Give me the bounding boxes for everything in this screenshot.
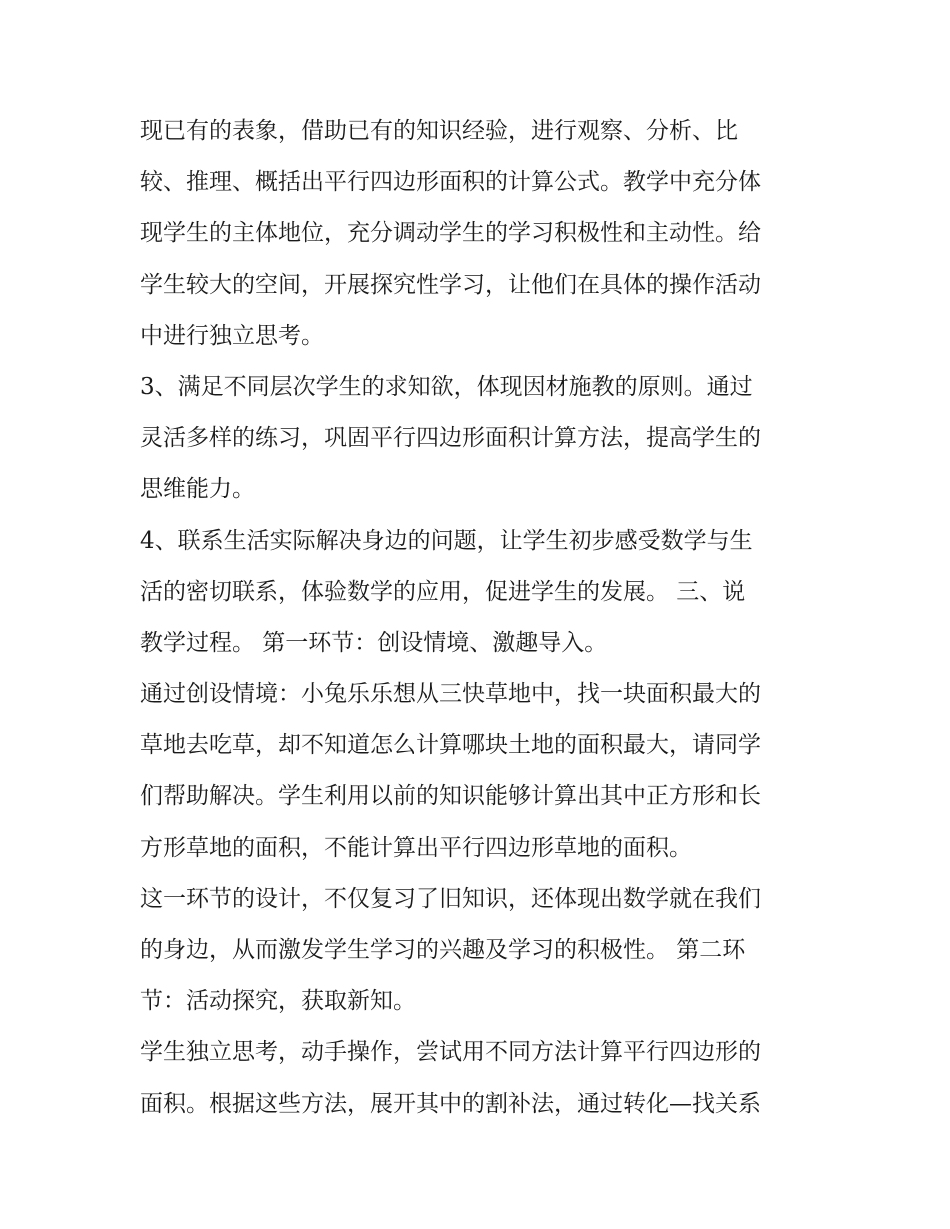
text-line: 较、推理、概括出平行四边形面积的计算公式。教学中充分体 bbox=[140, 169, 761, 196]
document-body bbox=[140, 106, 820, 1130]
text-line: 现学生的主体地位，充分调动学生的学习积极性和主动性。给 bbox=[140, 220, 761, 247]
text-line: 通过创设情境：小兔乐乐想从三快草地中，找一块面积最大的 bbox=[140, 681, 761, 708]
text-line: 草地去吃草，却不知道怎么计算哪块土地的面积最大，请同学 bbox=[140, 732, 761, 759]
text-line: 灵活多样的练习，巩固平行四边形面积计算方法，提高学生的 bbox=[140, 425, 761, 452]
text-line: 现已有的表象，借助已有的知识经验，进行观察、分析、比 bbox=[140, 118, 738, 144]
text-line: 4、联系生活实际解决身边的问题，让学生初步感受数学与生 bbox=[140, 527, 753, 554]
text-line: 学生较大的空间，开展探究性学习，让他们在具体的操作活动 bbox=[140, 271, 761, 298]
text-line: 学生独立思考，动手操作，尝试用不同方法计算平行四边形的 bbox=[140, 1039, 761, 1066]
text-line: 的身边，从而激发学生学习的兴趣及学习的积极性。 第二环 bbox=[140, 937, 746, 963]
text-line: 思维能力。 bbox=[140, 476, 255, 503]
text-line: 中进行独立思考。 bbox=[140, 322, 324, 349]
text-line: 方形草地的面积，不能计算出平行四边形草地的面积。 bbox=[140, 834, 692, 861]
text-line: 节：活动探究，获取新知。 bbox=[140, 988, 416, 1015]
text-line: 们帮助解决。学生利用以前的知识能够计算出其中正方形和长 bbox=[140, 783, 761, 810]
text-line: 3、满足不同层次学生的求知欲，体现因材施教的原则。通过 bbox=[140, 373, 753, 400]
text-line: 活的密切联系，体验数学的应用，促进学生的发展。 三、说 bbox=[140, 578, 746, 605]
text-line: 教学过程。 第一环节：创设情境、激趣导入。 bbox=[140, 629, 608, 656]
text-line: 面积。根据这些方法，展开其中的割补法，通过转化—找关系 bbox=[140, 1090, 761, 1117]
text-line: 这一环节的设计，不仅复习了旧知识，还体现出数学就在我们 bbox=[140, 885, 761, 912]
